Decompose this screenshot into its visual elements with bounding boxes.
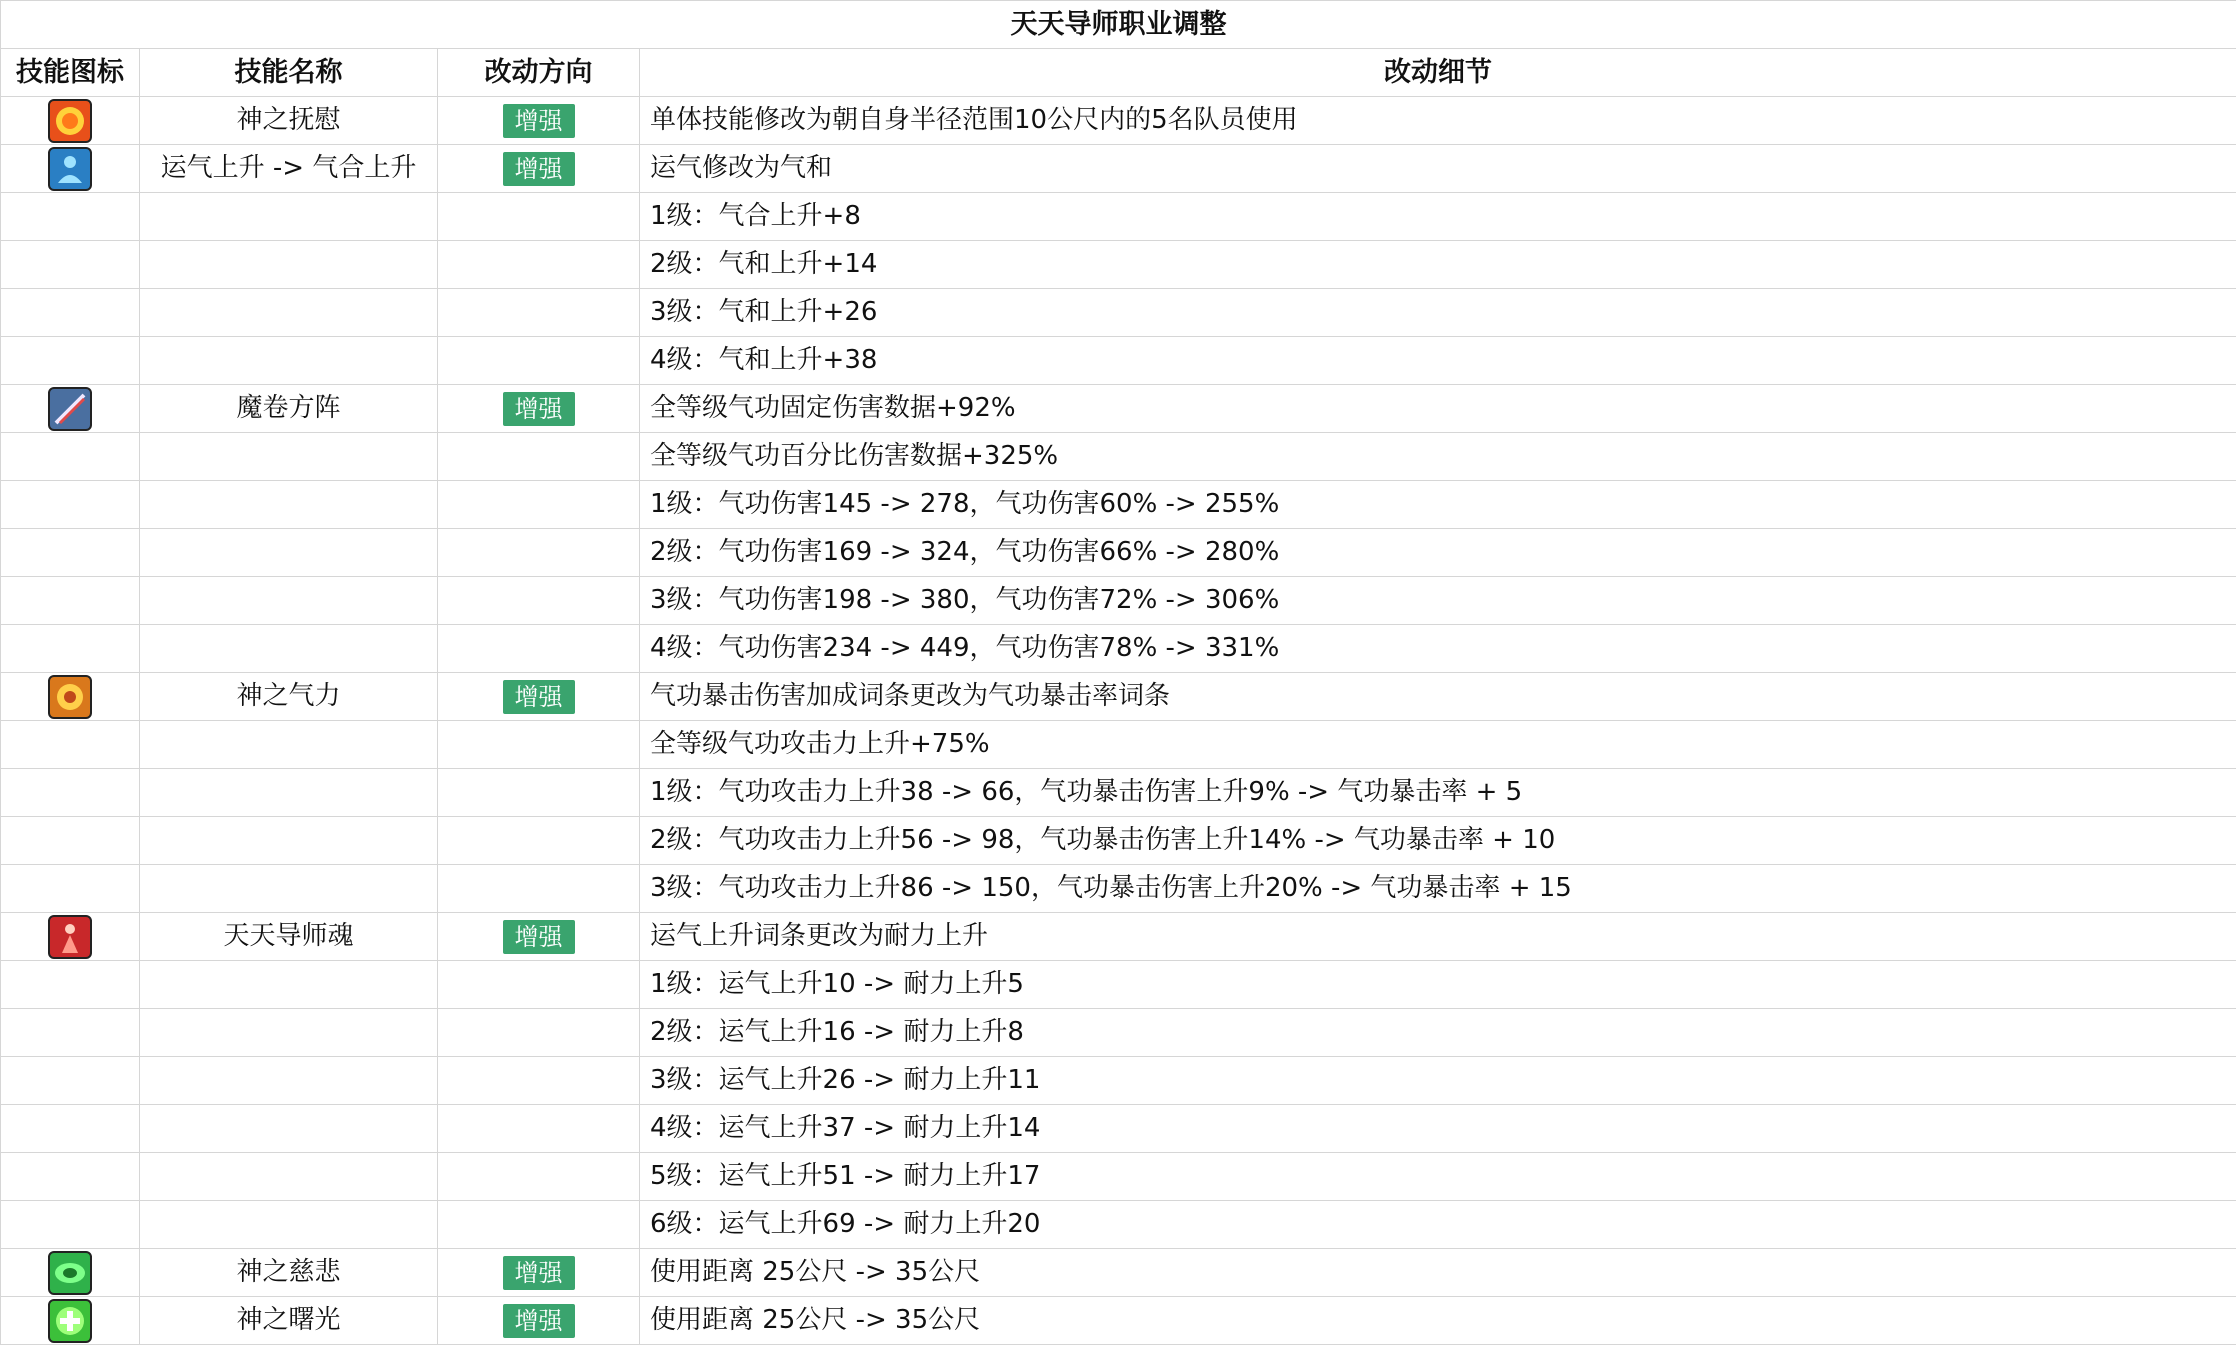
skill-icon-cell: [1, 97, 140, 145]
header-detail: 改动细节: [640, 49, 2236, 97]
table-row: [1, 145, 2236, 193]
skill-name: 神之慈悲: [140, 1249, 438, 1297]
direction-badge: 增强: [503, 1304, 575, 1338]
change-direction-cell: [438, 433, 640, 481]
skill-name: [140, 1201, 438, 1249]
table-row: [1, 1009, 2236, 1057]
change-detail: 2级：运气上升16 -> 耐力上升8: [640, 1009, 2236, 1057]
table-body: [1, 97, 2236, 1345]
change-direction-cell: [438, 913, 640, 961]
change-detail: 单体技能修改为朝自身半径范围10公尺内的5名队员使用: [640, 97, 2236, 145]
skill-icon-cell: [1, 289, 140, 337]
change-detail: 3级：气功伤害198 -> 380，气功伤害72% -> 306%: [640, 577, 2236, 625]
change-direction-cell: [438, 1153, 640, 1201]
skill-name: 天天导师魂: [140, 913, 438, 961]
skill-name: [140, 769, 438, 817]
power-fist-icon: [48, 675, 92, 719]
skill-name: [140, 625, 438, 673]
header-name: 技能名称: [140, 49, 438, 97]
skill-icon-cell: [1, 1297, 140, 1345]
table-row: [1, 577, 2236, 625]
table-row: [1, 961, 2236, 1009]
table-row: [1, 529, 2236, 577]
direction-badge: 增强: [503, 392, 575, 426]
change-detail: 使用距离 25公尺 -> 35公尺: [640, 1249, 2236, 1297]
skill-name: [140, 193, 438, 241]
green-aura-icon: [48, 1251, 92, 1295]
table-row: [1, 1105, 2236, 1153]
table-row: [1, 433, 2236, 481]
change-direction-cell: [438, 577, 640, 625]
green-cross-icon: [48, 1299, 92, 1343]
skill-name: 神之曙光: [140, 1297, 438, 1345]
skill-name: 运气上升 -> 气合上升: [140, 145, 438, 193]
table-row: [1, 913, 2236, 961]
direction-badge: 增强: [503, 152, 575, 186]
change-detail: 1级：气功伤害145 -> 278，气功伤害60% -> 255%: [640, 481, 2236, 529]
header-icon: 技能图标: [1, 49, 140, 97]
skill-name: [140, 1153, 438, 1201]
change-detail: 3级：气和上升+26: [640, 289, 2236, 337]
change-detail: 2级：气功伤害169 -> 324，气功伤害66% -> 280%: [640, 529, 2236, 577]
skill-icon-cell: [1, 481, 140, 529]
change-direction-cell: [438, 481, 640, 529]
table-row: [1, 817, 2236, 865]
change-detail: 4级：气功伤害234 -> 449，气功伤害78% -> 331%: [640, 625, 2236, 673]
skill-icon-cell: [1, 1249, 140, 1297]
fire-hands-icon: [48, 99, 92, 143]
change-detail: 1级：气功攻击力上升38 -> 66，气功暴击伤害上升9% -> 气功暴击率 + 5: [640, 769, 2236, 817]
title-row: [1, 1, 2236, 49]
skill-name: 神之气力: [140, 673, 438, 721]
skill-icon-cell: [1, 673, 140, 721]
change-direction-cell: [438, 1249, 640, 1297]
table-row: [1, 865, 2236, 913]
table-row: [1, 193, 2236, 241]
skill-name: [140, 481, 438, 529]
table-row: [1, 1057, 2236, 1105]
change-detail: 5级：运气上升51 -> 耐力上升17: [640, 1153, 2236, 1201]
skill-name: [140, 337, 438, 385]
table-row: [1, 673, 2236, 721]
change-direction-cell: [438, 817, 640, 865]
table-row: [1, 1297, 2236, 1345]
table-row: [1, 721, 2236, 769]
table-row: [1, 1201, 2236, 1249]
skill-name: [140, 721, 438, 769]
skill-icon-cell: [1, 145, 140, 193]
skill-icon-cell: [1, 721, 140, 769]
change-direction-cell: [438, 289, 640, 337]
skill-icon-cell: [1, 1057, 140, 1105]
change-direction-cell: [438, 721, 640, 769]
change-direction-cell: [438, 1009, 640, 1057]
skill-name: [140, 577, 438, 625]
change-direction-cell: [438, 337, 640, 385]
skill-name: [140, 961, 438, 1009]
change-detail: 全等级气功攻击力上升+75%: [640, 721, 2236, 769]
table-row: [1, 97, 2236, 145]
change-detail: 3级：运气上升26 -> 耐力上升11: [640, 1057, 2236, 1105]
change-direction-cell: [438, 145, 640, 193]
table-row: [1, 337, 2236, 385]
skill-icon-cell: [1, 577, 140, 625]
skill-icon-cell: [1, 1105, 140, 1153]
change-detail: 全等级气功百分比伤害数据+325%: [640, 433, 2236, 481]
table-row: [1, 241, 2236, 289]
skill-name: 神之抚慰: [140, 97, 438, 145]
scroll-array-icon: [48, 387, 92, 431]
table-row: [1, 1153, 2236, 1201]
skill-icon-cell: [1, 337, 140, 385]
table-row: [1, 385, 2236, 433]
change-detail: 1级：运气上升10 -> 耐力上升5: [640, 961, 2236, 1009]
skill-name: [140, 1057, 438, 1105]
skill-icon-cell: [1, 385, 140, 433]
skill-name: [140, 1105, 438, 1153]
skill-icon-cell: [1, 1009, 140, 1057]
skill-icon-cell: [1, 433, 140, 481]
change-direction-cell: [438, 241, 640, 289]
table-row: [1, 625, 2236, 673]
direction-badge: 增强: [503, 680, 575, 714]
skill-name: [140, 433, 438, 481]
header-row: [1, 49, 2236, 97]
change-detail: 2级：气和上升+14: [640, 241, 2236, 289]
skill-icon-cell: [1, 1201, 140, 1249]
change-detail: 全等级气功固定伤害数据+92%: [640, 385, 2236, 433]
skill-icon-cell: [1, 865, 140, 913]
skill-name: [140, 817, 438, 865]
skill-icon-cell: [1, 769, 140, 817]
table-row: [1, 289, 2236, 337]
skill-icon-cell: [1, 961, 140, 1009]
change-direction-cell: [438, 97, 640, 145]
soul-figure-icon: [48, 915, 92, 959]
skill-icon-cell: [1, 625, 140, 673]
change-direction-cell: [438, 1105, 640, 1153]
skill-name: 魔卷方阵: [140, 385, 438, 433]
meditation-icon: [48, 147, 92, 191]
change-direction-cell: [438, 385, 640, 433]
skill-icon-cell: [1, 193, 140, 241]
change-detail: 3级：气功攻击力上升86 -> 150，气功暴击伤害上升20% -> 气功暴击率 + 15: [640, 865, 2236, 913]
table-row: [1, 769, 2236, 817]
change-direction-cell: [438, 1057, 640, 1105]
skill-icon-cell: [1, 529, 140, 577]
change-direction-cell: [438, 625, 640, 673]
change-direction-cell: [438, 1201, 640, 1249]
direction-badge: 增强: [503, 104, 575, 138]
change-direction-cell: [438, 865, 640, 913]
direction-badge: 增强: [503, 920, 575, 954]
table-row: [1, 481, 2236, 529]
change-direction-cell: [438, 193, 640, 241]
skill-name: [140, 241, 438, 289]
change-detail: 气功暴击伤害加成词条更改为气功暴击率词条: [640, 673, 2236, 721]
skill-icon-cell: [1, 817, 140, 865]
change-direction-cell: [438, 961, 640, 1009]
change-detail: 6级：运气上升69 -> 耐力上升20: [640, 1201, 2236, 1249]
change-direction-cell: [438, 673, 640, 721]
change-detail: 4级：气和上升+38: [640, 337, 2236, 385]
change-detail: 使用距离 25公尺 -> 35公尺: [640, 1297, 2236, 1345]
direction-badge: 增强: [503, 1256, 575, 1290]
change-detail: 1级：气合上升+8: [640, 193, 2236, 241]
change-detail: 2级：气功攻击力上升56 -> 98，气功暴击伤害上升14% -> 气功暴击率 + 10: [640, 817, 2236, 865]
change-direction-cell: [438, 1297, 640, 1345]
header-direction: 改动方向: [438, 49, 640, 97]
change-direction-cell: [438, 769, 640, 817]
table-title: 天天导师职业调整: [1, 1, 2236, 49]
skill-name: [140, 865, 438, 913]
change-direction-cell: [438, 529, 640, 577]
change-detail: 运气上升词条更改为耐力上升: [640, 913, 2236, 961]
change-detail: 运气修改为气和: [640, 145, 2236, 193]
skill-name: [140, 289, 438, 337]
skill-icon-cell: [1, 1153, 140, 1201]
skill-name: [140, 529, 438, 577]
skill-name: [140, 1009, 438, 1057]
skill-icon-cell: [1, 913, 140, 961]
table-row: [1, 1249, 2236, 1297]
change-detail: 4级：运气上升37 -> 耐力上升14: [640, 1105, 2236, 1153]
skill-icon-cell: [1, 241, 140, 289]
